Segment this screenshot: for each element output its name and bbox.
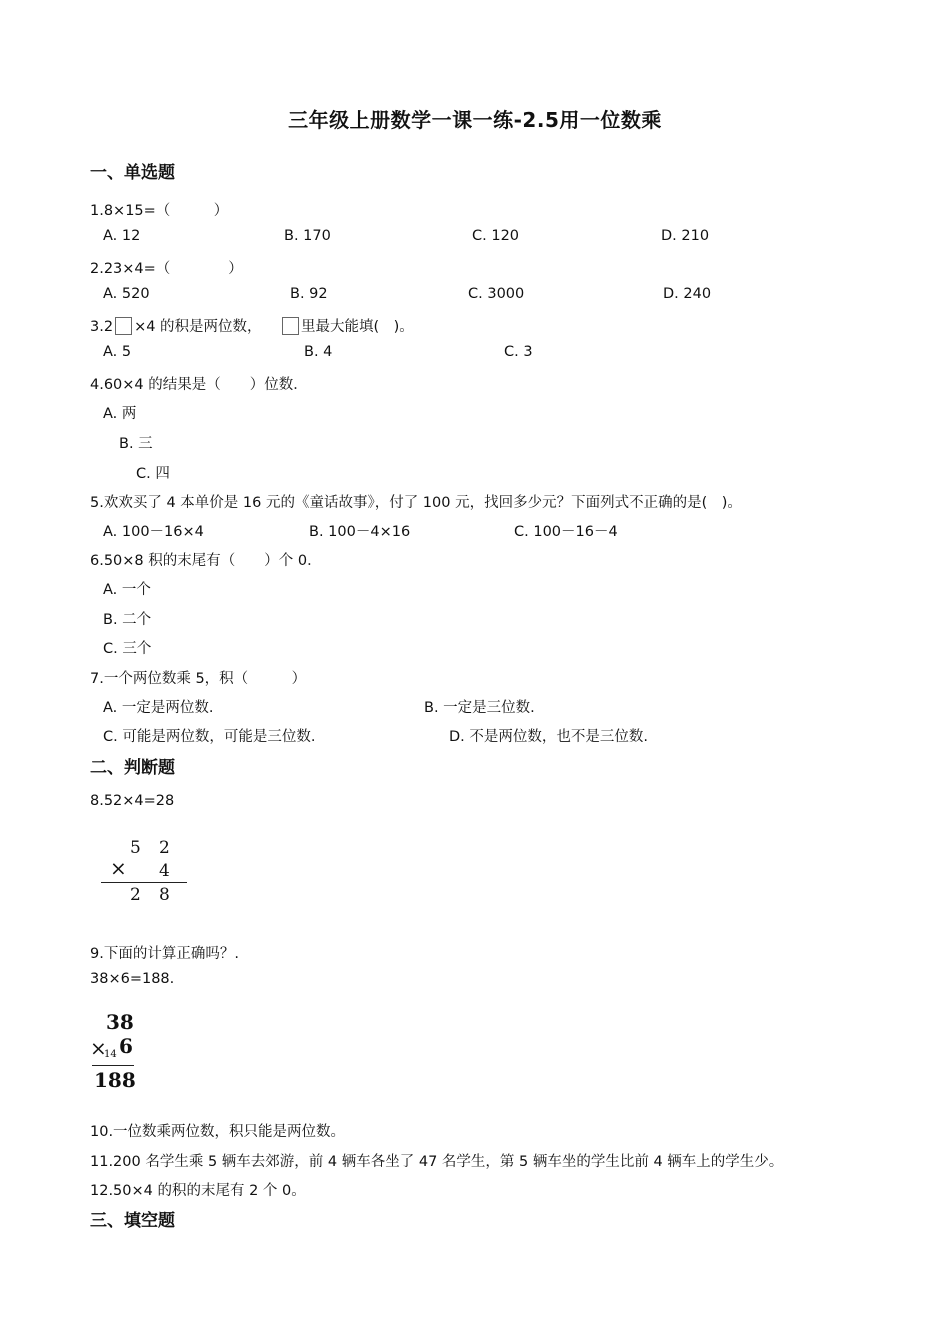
q7-option-b: B. 一定是三位数. (424, 700, 535, 716)
vertical-multiplication-52x4 (98, 838, 193, 908)
q1-option-a: A. 12 (103, 228, 141, 244)
q2-option-a: A. 520 (103, 286, 150, 302)
section-heading-true-false: 二、判断题 (90, 758, 175, 778)
digit: 4 (159, 861, 170, 881)
q4-option-b: B. 三 (119, 436, 153, 452)
question-9: 9.下面的计算正确吗？. (90, 946, 239, 962)
q3-option-a: A. 5 (103, 344, 132, 360)
q3-option-b: B. 4 (304, 344, 333, 360)
q7-option-d: D. 不是两位数，也不是三位数. (449, 729, 648, 745)
q1-option-b: B. 170 (284, 228, 331, 244)
vertical-multiplication-38x6 (90, 1010, 140, 1092)
question-9-expression: 38×6=188. (90, 971, 175, 987)
digit: 5 (130, 838, 141, 858)
result-line (92, 1065, 134, 1066)
question-2: 2.23×4=（ ） (90, 261, 243, 277)
q1-option-c: C. 120 (472, 228, 520, 244)
question-7: 7.一个两位数乘 5，积（ ） (90, 671, 307, 687)
question-1: 1.8×15=（ ） (90, 203, 229, 219)
q1-option-d: D. 210 (661, 228, 710, 244)
q3-option-c: C. 3 (504, 344, 533, 360)
digit: 8 (159, 885, 170, 905)
multiply-sign: × (90, 1036, 107, 1060)
q7-option-c: C. 可能是两位数，可能是三位数. (103, 729, 316, 745)
digit: 38 (106, 1010, 134, 1034)
digit: 2 (130, 885, 141, 905)
q6-option-c: C. 三个 (103, 641, 152, 657)
blank-box (115, 317, 132, 335)
q4-option-c: C. 四 (136, 466, 170, 482)
carry-digits: 14 (104, 1049, 117, 1060)
q4-option-a: A. 两 (103, 406, 137, 422)
multiply-sign: × (110, 856, 127, 880)
section-heading-single-choice: 一、单选题 (90, 163, 175, 183)
q3-suffix: 里最大能填( )。 (300, 319, 414, 335)
question-6: 6.50×8 积的末尾有（ ）个 0． (90, 553, 322, 569)
digit: 188 (94, 1068, 136, 1092)
question-10: 10.一位数乘两位数，积只能是两位数。 (90, 1124, 346, 1140)
question-11: 11.200 名学生乘 5 辆车去郊游，前 4 辆车各坐了 47 名学生，第 5 辆车坐的学生比前 4 辆车上的学生少。 (90, 1154, 784, 1170)
q6-option-b: B. 二个 (103, 612, 152, 628)
q2-option-c: C. 3000 (468, 286, 525, 302)
q7-option-a: A. 一定是两位数. (103, 700, 214, 716)
q5-option-b: B. 100－4×16 (309, 524, 411, 540)
q3-middle: ×4 的积是两位数， (134, 319, 262, 335)
question-3 (90, 315, 414, 336)
q2-option-b: B. 92 (290, 286, 328, 302)
blank-box (282, 317, 299, 335)
question-4: 4.60×4 的结果是（ ）位数． (90, 377, 308, 393)
page-title: 三年级上册数学一课一练-2.5用一位数乘 (288, 108, 662, 132)
section-heading-fill-in: 三、填空题 (90, 1211, 175, 1231)
q2-option-d: D. 240 (663, 286, 712, 302)
q6-option-a: A. 一个 (103, 582, 151, 598)
q5-option-c: C. 100－16－4 (514, 524, 618, 540)
result-line (101, 882, 187, 883)
q3-prefix: 3.2 (90, 319, 114, 335)
question-8: 8.52×4=28 (90, 793, 175, 809)
q5-option-a: A. 100－16×4 (103, 524, 204, 540)
digit: 6 (119, 1034, 133, 1058)
digit: 2 (159, 838, 170, 858)
question-5: 5.欢欢买了 4 本单价是 16 元的《童话故事》，付了 100 元，找回多少元？下面列式不正确的是( )。 (90, 495, 742, 511)
question-12: 12.50×4 的积的末尾有 2 个 0。 (90, 1183, 306, 1199)
